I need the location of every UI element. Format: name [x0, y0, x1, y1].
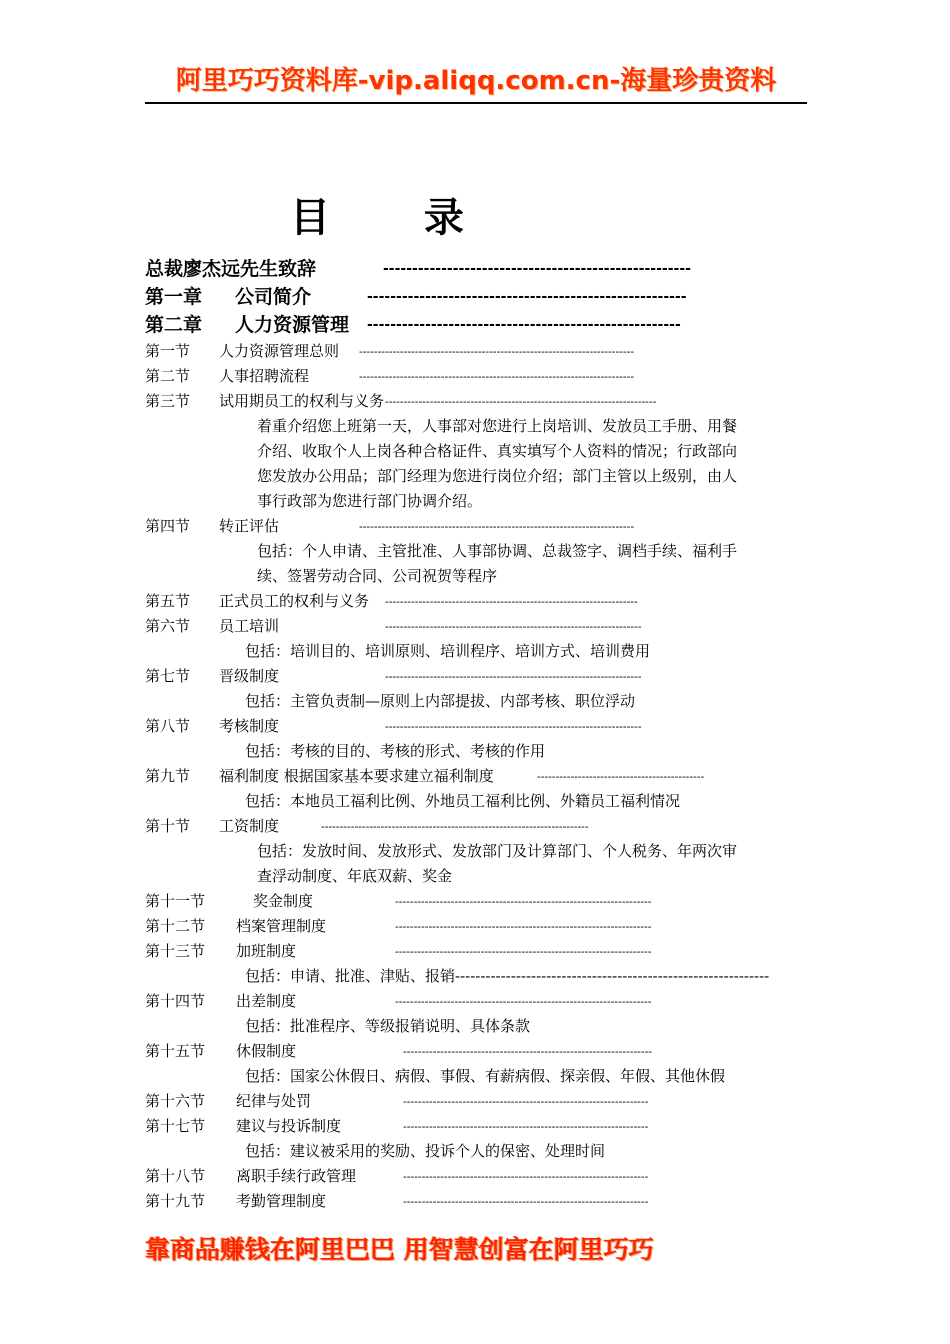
toc-entry-section-8[interactable]: [145, 714, 815, 739]
toc-entry-label: 工资制度: [219, 817, 280, 835]
toc-description: 包括：培训目的、培训原则、培训程序、培训方式、培训费用: [245, 642, 651, 660]
toc-entry-number: 第二节: [145, 367, 191, 385]
toc-entry-label: 正式员工的权利与义务: [219, 592, 370, 610]
toc-entry-label: 考勤管理制度: [236, 1192, 327, 1210]
toc-entry-number: 第四节: [145, 517, 191, 535]
toc-leader-dots: -------------------------------------------------------------------: [403, 1045, 653, 1058]
toc-entry-section-18[interactable]: [145, 1164, 815, 1189]
toc-leader-dots: ---------------------------------------------------------------------: [385, 720, 642, 733]
toc-leader-dots: ---------------------------------------------------------------------: [395, 895, 652, 908]
toc-leader-dots: ---------------------------------------------------------------------: [385, 620, 642, 633]
toc-leader-dots: -------------------------------------------------------------------------: [385, 395, 657, 408]
toc-description: 续、签署劳动合同、公司祝贺等程序: [257, 567, 498, 585]
banner-text: 阿里巧巧资料库-vip.aliqq.com.cn-海量珍贵资料: [175, 66, 777, 96]
toc-entry-label: 转正评估: [219, 517, 280, 535]
toc-entry-label: 出差制度: [236, 992, 297, 1010]
toc-entry-label: 员工培训: [219, 617, 280, 635]
toc-entry-label: 人力资源管理总则: [219, 342, 340, 360]
toc-entry-label: 档案管理制度: [236, 917, 327, 935]
toc-entry-chapter-1[interactable]: [145, 283, 815, 311]
toc-entry-section-16[interactable]: [145, 1089, 815, 1114]
toc-entry-number: 第十节: [145, 817, 191, 835]
toc-entry-label: 晋级制度: [219, 667, 280, 685]
toc-entry-section-4[interactable]: [145, 514, 815, 539]
toc-entry-number: 第二章: [145, 314, 203, 336]
toc-description: 包括：主管负责制—原则上内部提拔、内部考核、职位浮动: [245, 692, 636, 710]
toc-entry-chapter-2[interactable]: [145, 311, 815, 339]
toc-leader-dots: --------------------------------------------------------------------: [385, 595, 638, 608]
toc-entry-section-7[interactable]: [145, 664, 815, 689]
toc-entry-number: 第十四节: [145, 992, 206, 1010]
toc-description: 查浮动制度、年底双薪、奖金: [257, 867, 453, 885]
toc-entry-number: 第五节: [145, 592, 191, 610]
toc-leader-dots: ------------------------------------------------------------------: [403, 1095, 649, 1108]
toc-entry-number: 第八节: [145, 717, 191, 735]
document-title: 目 录: [290, 195, 504, 241]
toc-leader-dots: ---------------------------------------------: [537, 770, 705, 783]
toc-entry-section-14[interactable]: [145, 989, 815, 1014]
toc-entry-section-2[interactable]: [145, 364, 815, 389]
toc-entry-section-5[interactable]: [145, 589, 815, 614]
toc-entry-label: 建议与投诉制度: [236, 1117, 342, 1135]
toc-description: 着重介绍您上班第一天，人事部对您进行上岗培训、发放员工手册、用餐: [257, 417, 738, 435]
toc-description: 包括：个人申请、主管批准、人事部协调、总裁签字、调档手续、福利手: [257, 542, 738, 560]
toc-leader-dots: ------------------------------------------------------: [367, 317, 681, 333]
toc-entry-label: 人事招聘流程: [219, 367, 310, 385]
toc-description: 包括：考核的目的、考核的形式、考核的作用: [245, 742, 546, 760]
toc-entry-number: 第十八节: [145, 1167, 206, 1185]
toc-leader-dots: ------------------------------------------------------------------------: [321, 820, 589, 833]
toc-entry-label: 考核制度: [219, 717, 280, 735]
toc-entry-label: 总裁廖杰远先生致辞: [145, 258, 317, 280]
toc-leader-dots: --------------------------------------------------------------------------: [359, 345, 635, 358]
toc-entry-label: 公司简介: [235, 286, 312, 308]
header-banner: [145, 60, 807, 104]
toc-entry-number: 第十一节: [145, 892, 206, 910]
toc-entry-section-6[interactable]: [145, 614, 815, 639]
toc-description: 包括：申请、批准、津贴、报销--------------------------------------------------------------: [245, 967, 770, 985]
toc-description: 事行政部为您进行部门协调介绍。: [257, 492, 483, 510]
toc-description: 包括：本地员工福利比例、外地员工福利比例、外籍员工福利情况: [245, 792, 681, 810]
toc-entry-label: 福利制度 根据国家基本要求建立福利制度: [219, 767, 494, 785]
toc-entry-section-12[interactable]: [145, 914, 815, 939]
toc-entry-number: 第十九节: [145, 1192, 206, 1210]
toc-description: 包括：国家公休假日、病假、事假、有薪病假、探亲假、年假、其他休假: [245, 1067, 726, 1085]
toc-description: 包括：发放时间、发放形式、发放部门及计算部门、个人税务、年两次审: [257, 842, 738, 860]
toc-description: 介绍、收取个人上岗各种合格证件、真实填写个人资料的情况；行政部向: [257, 442, 738, 460]
toc-entry-label: 离职手续行政管理: [236, 1167, 357, 1185]
toc-entry-number: 第十六节: [145, 1092, 206, 1110]
toc-description: 包括：建议被采用的奖励、投诉个人的保密、处理时间: [245, 1142, 606, 1160]
toc-entry-section-19[interactable]: [145, 1189, 815, 1214]
toc-entry-label: 纪律与处罚: [236, 1092, 312, 1110]
toc-entry-section-1[interactable]: [145, 339, 815, 364]
toc-entry-label: 人力资源管理: [235, 314, 350, 336]
toc-entry-number: 第六节: [145, 617, 191, 635]
toc-entry-section-10[interactable]: [145, 814, 815, 839]
toc-entry-number: 第十七节: [145, 1117, 206, 1135]
toc-entry-section-3[interactable]: [145, 389, 815, 414]
table-of-contents: [145, 255, 815, 1214]
toc-description: 包括：批准程序、等级报销说明、具体条款: [245, 1017, 531, 1035]
toc-leader-dots: --------------------------------------------------------------------------: [359, 370, 635, 383]
toc-leader-dots: ---------------------------------------------------------------------: [395, 920, 652, 933]
toc-entry-label: 奖金制度: [253, 892, 314, 910]
toc-leader-dots: ---------------------------------------------------------------------: [395, 945, 652, 958]
toc-entry-label: 试用期员工的权利与义务: [219, 392, 385, 410]
toc-leader-dots: -------------------------------------------------------: [367, 289, 687, 305]
toc-leader-dots: -----------------------------------------------------: [383, 261, 691, 277]
toc-leader-dots: ---------------------------------------------------------------------: [385, 670, 642, 683]
toc-entry-section-15[interactable]: [145, 1039, 815, 1064]
footer-slogan-text: 靠商品赚钱在阿里巴巴 用智慧创富在阿里巧巧: [145, 1235, 654, 1264]
toc-entry-address[interactable]: [145, 255, 815, 283]
toc-leader-dots: --------------------------------------------------------------------------: [359, 520, 635, 533]
toc-entry-number: 第一章: [145, 286, 203, 308]
toc-entry-number: 第七节: [145, 667, 191, 685]
toc-entry-section-13[interactable]: [145, 939, 815, 964]
toc-entry-number: 第一节: [145, 342, 191, 360]
toc-entry-number: 第三节: [145, 392, 191, 410]
toc-description: 您发放办公用品；部门经理为您进行岗位介绍；部门主管以上级别，由人: [257, 467, 738, 485]
toc-entry-label: 休假制度: [236, 1042, 297, 1060]
toc-leader-dots: ------------------------------------------------------------------: [403, 1120, 649, 1133]
toc-entry-label: 加班制度: [236, 942, 297, 960]
toc-entry-number: 第十三节: [145, 942, 206, 960]
toc-entry-section-11[interactable]: [145, 889, 815, 914]
toc-leader-dots: ---------------------------------------------------------------------: [395, 995, 652, 1008]
toc-entry-section-17[interactable]: [145, 1114, 815, 1139]
toc-leader-dots: ------------------------------------------------------------------: [403, 1195, 649, 1208]
toc-entry-section-9[interactable]: [145, 764, 815, 789]
footer-slogan: [145, 1232, 807, 1268]
toc-entry-number: 第十五节: [145, 1042, 206, 1060]
toc-leader-dots: ------------------------------------------------------------------: [403, 1170, 649, 1183]
toc-entry-number: 第十二节: [145, 917, 206, 935]
toc-entry-number: 第九节: [145, 767, 191, 785]
